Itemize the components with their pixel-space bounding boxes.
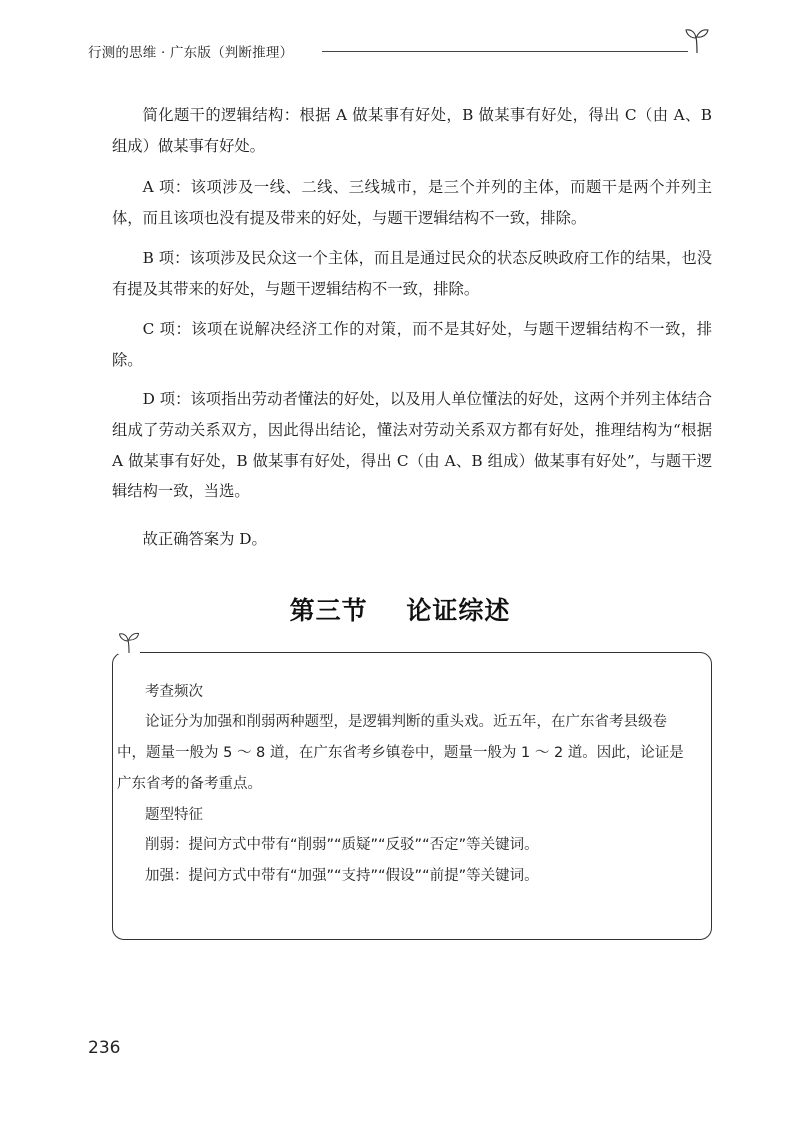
box-text-strengthen: 加强：提问方式中带有“加强”“支持”“假设”“前提”等关键词。 (145, 868, 539, 884)
box-heading-features: 题型特征 (145, 807, 203, 823)
header-title: 行测的思维 · 广东版（判断推理） (88, 45, 294, 61)
running-header (88, 40, 710, 62)
section-title: 论证综述 (406, 596, 511, 625)
sprout-icon (118, 630, 140, 654)
paragraph-option-c: C 项：该项在说解决经济工作的对策，而不是其好处，与题干逻辑结构不一致，排除。 (112, 320, 712, 369)
section-heading (0, 591, 800, 627)
box-heading-frequency: 考查频次 (145, 684, 203, 700)
summary-box (112, 652, 712, 940)
paragraph-structure: 简化题干的逻辑结构：根据 A 做某事有好处，B 做某事有好处，得出 C（由 A、B 组成）做某事有好处。 (112, 106, 712, 155)
summary-box-content (117, 677, 685, 892)
sprout-icon (684, 26, 710, 54)
paragraph-option-a: A 项：该项涉及一线、二线、三线城市，是三个并列的主体，而题干是两个并列主体，而且该项也没有提及带来的好处，与题干逻辑结构不一致，排除。 (112, 178, 712, 227)
box-text-frequency: 论证分为加强和削弱两种题型，是逻辑判断的重头戏。近五年，在广东省考县级卷中，题量一般为 5 ～ 8 道，在广东省考乡镇卷中，题量一般为 1 ～ 2 道。因此，论证是广东省考的备考重点。 (117, 714, 684, 792)
box-text-weaken: 削弱：提问方式中带有“削弱”“质疑”“反驳”“否定”等关键词。 (145, 837, 539, 853)
header-rule (322, 51, 688, 52)
paragraph-answer: 故正确答案为 D。 (142, 530, 267, 548)
paragraph-option-d: D 项：该项指出劳动者懂法的好处，以及用人单位懂法的好处，这两个并列主体结合组成了劳动关系双方，因此得出结论，懂法对劳动关系双方都有好处，推理结构为“根据 A 做某事有好处，B 做某事有好处，得出 C（由 A、B 组成）做某事有好处”，与题干逻辑结构一致，当选。 (112, 390, 712, 501)
page-number: 236 (88, 1038, 121, 1058)
section-number: 第三节 (289, 596, 368, 625)
paragraph-option-b: B 项：该项涉及民众这一个主体，而且是通过民众的状态反映政府工作的结果，也没有提及其带来的好处，与题干逻辑结构不一致，排除。 (112, 249, 712, 298)
